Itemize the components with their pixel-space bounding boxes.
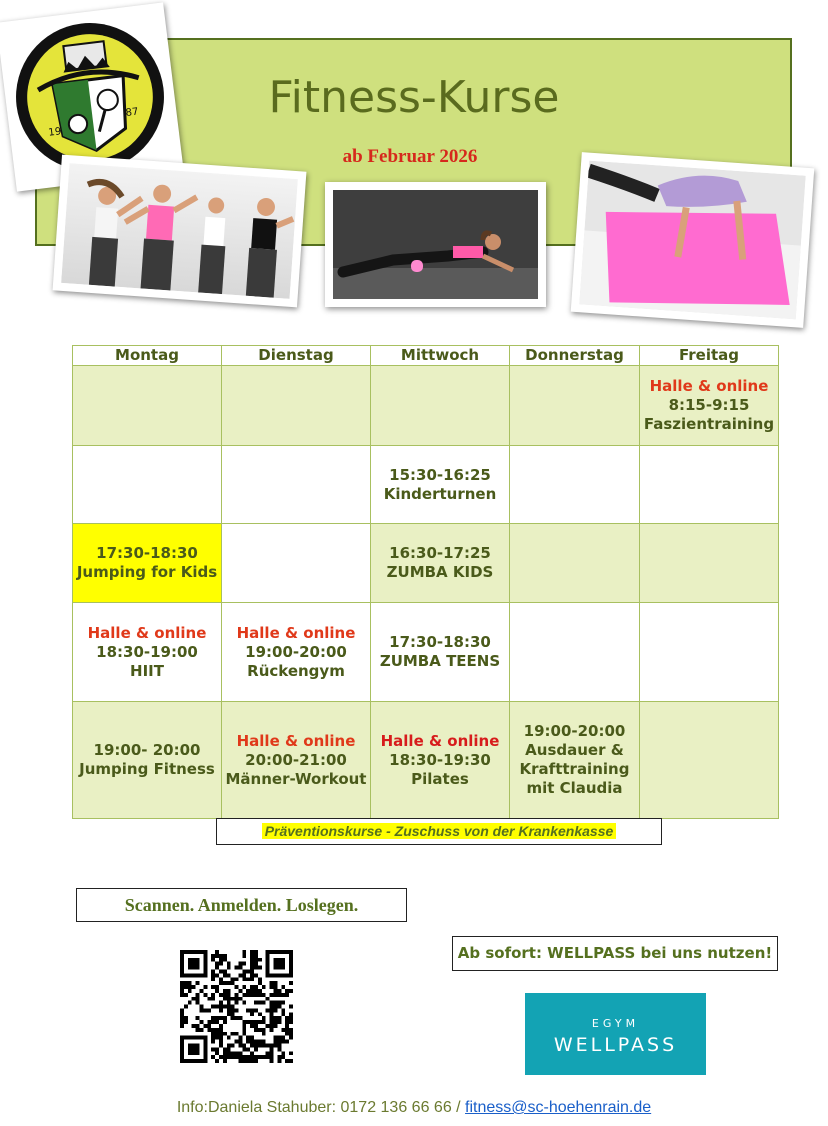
- table-row: [73, 446, 779, 524]
- schedule-cell: [510, 446, 640, 524]
- course-time: 17:30-18:30: [96, 544, 198, 562]
- schedule-cell: [371, 366, 510, 446]
- course-name: mit Claudia: [526, 779, 623, 797]
- schedule-cell: [73, 603, 222, 702]
- dance-class-photo: [53, 155, 307, 308]
- wellpass-logo: [525, 993, 706, 1075]
- day-header-donnerstag: Donnerstag: [510, 346, 640, 366]
- halle-online-label: Halle & online: [649, 377, 769, 395]
- halle-online-label: Halle & online: [236, 623, 356, 642]
- schedule-cell: [640, 702, 779, 819]
- qr-code-icon: [180, 950, 293, 1063]
- course-name: HIIT: [130, 661, 164, 680]
- course-name: Jumping Fitness: [79, 760, 215, 778]
- course-time: 19:00-20:00: [245, 642, 347, 661]
- course-name: Pilates: [411, 769, 469, 788]
- table-row: [73, 603, 779, 702]
- table-header-row: [73, 346, 779, 366]
- course-schedule-table: [72, 345, 779, 819]
- day-header-montag: Montag: [73, 346, 222, 366]
- day-header-freitag: Freitag: [640, 346, 779, 366]
- praevention-note-text: Präventionskurse - Zuschuss von der Krankenkasse: [262, 823, 617, 839]
- qr-code[interactable]: [180, 950, 293, 1063]
- course-name: Kinderturnen: [383, 484, 497, 503]
- schedule-cell: [510, 366, 640, 446]
- course-time: 16:30-17:25: [389, 544, 491, 562]
- course-name: Faszientraining: [643, 415, 775, 433]
- course-name: ZUMBA KIDS: [386, 563, 494, 581]
- course-time: 17:30-18:30: [389, 633, 491, 651]
- schedule-cell: [640, 446, 779, 524]
- course-time: 18:30-19:00: [96, 642, 198, 661]
- page-title: Fitness-Kurse: [268, 72, 560, 123]
- schedule-cell: [222, 366, 371, 446]
- course-time: 18:30-19:30: [389, 750, 491, 769]
- schedule-cell: [222, 702, 371, 819]
- day-header-mittwoch: Mittwoch: [371, 346, 510, 366]
- egym-brand: EGYM: [591, 1017, 640, 1030]
- course-name: ZUMBA TEENS: [379, 652, 501, 670]
- schedule-cell: [510, 524, 640, 603]
- schedule-cell: [73, 524, 222, 603]
- course-name: Ausdauer &: [525, 741, 624, 759]
- course-name: Jumping for Kids: [76, 563, 218, 581]
- schedule-cell: [73, 446, 222, 524]
- course-name: Krafttraining: [519, 760, 630, 778]
- wellpass-brand: WELLPASS: [553, 1034, 678, 1056]
- halle-online-label: Halle & online: [87, 623, 207, 642]
- course-name: Rückengym: [247, 661, 345, 680]
- schedule-cell: [371, 603, 510, 702]
- schedule-cell: [510, 702, 640, 819]
- schedule-cell: [510, 603, 640, 702]
- course-time: 8:15-9:15: [668, 396, 750, 414]
- course-time: 19:00-20:00: [523, 722, 626, 740]
- course-time: 20:00-21:00: [245, 750, 347, 769]
- halle-online-label: Halle & online: [380, 731, 500, 750]
- schedule-cell: [371, 524, 510, 603]
- page-subtitle: ab Februar 2026: [342, 146, 478, 167]
- day-header-dienstag: Dienstag: [222, 346, 371, 366]
- praevention-note: [216, 818, 662, 845]
- contact-info: Info:Daniela Stahuber: 0172 136 66 66 /: [176, 1099, 466, 1116]
- course-time: 15:30-16:25: [389, 465, 491, 484]
- course-time: 19:00- 20:00: [93, 741, 201, 759]
- schedule-cell: [371, 702, 510, 819]
- foam-roller-photo: [325, 182, 546, 307]
- halle-online-label: Halle & online: [236, 731, 356, 750]
- schedule-cell: [640, 524, 779, 603]
- schedule-cell: [73, 702, 222, 819]
- schedule-cell: [73, 366, 222, 446]
- svg-text:87: 87: [125, 106, 140, 120]
- wellpass-cta-box: Ab sofort: WELLPASS bei uns nutzen!: [452, 936, 778, 971]
- schedule-cell: [222, 524, 371, 603]
- table-row: [73, 366, 779, 446]
- schedule-cell: [222, 603, 371, 702]
- table-row: [73, 702, 779, 819]
- yoga-mat-photo: [571, 152, 815, 328]
- scan-cta-box: Scannen. Anmelden. Loslegen.: [76, 888, 407, 922]
- course-name: Männer-Workout: [225, 769, 367, 788]
- table-row: [73, 524, 779, 603]
- schedule-cell: [371, 446, 510, 524]
- email-link[interactable]: fitness@sc-hoehenrain.de: [465, 1099, 652, 1116]
- svg-text:19: 19: [47, 126, 62, 139]
- footer-contact: [0, 1099, 828, 1117]
- schedule-cell: [640, 603, 779, 702]
- schedule-cell: [640, 366, 779, 446]
- schedule-cell: [222, 446, 371, 524]
